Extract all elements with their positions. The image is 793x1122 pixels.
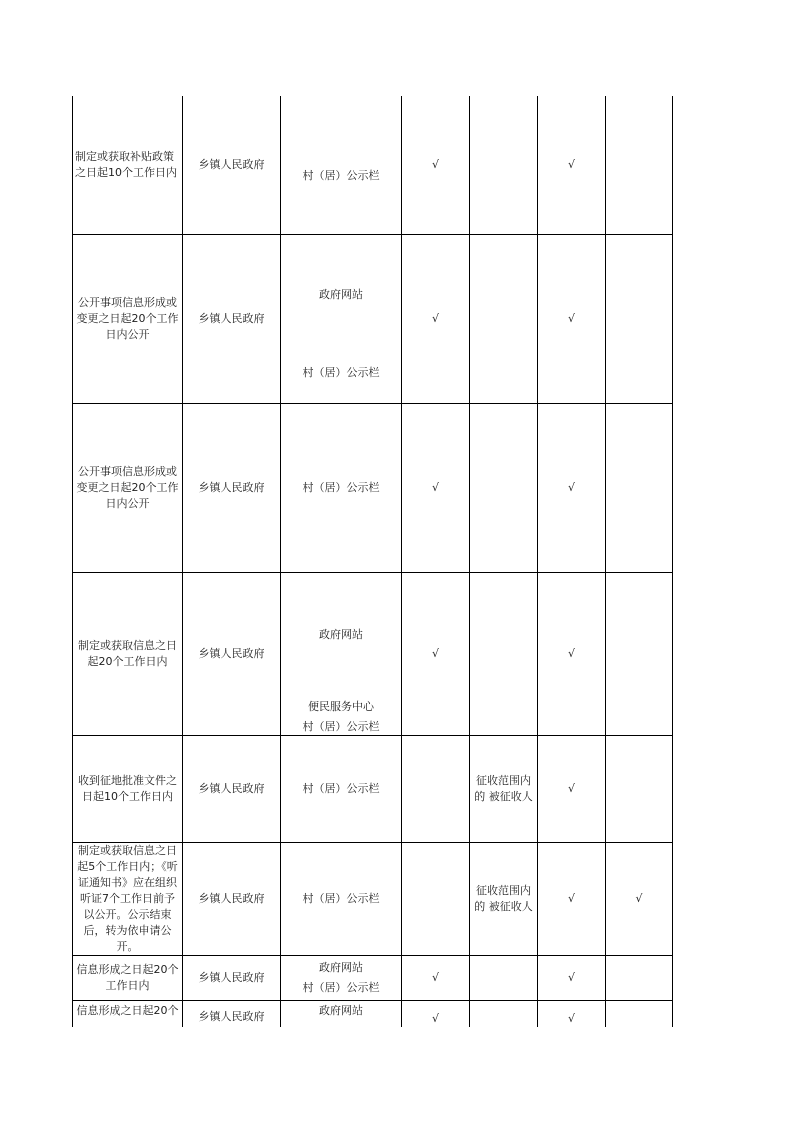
- check-cell: √: [402, 234, 470, 403]
- check-cell: √: [402, 96, 470, 234]
- check-cell: √: [538, 1000, 606, 1027]
- table-row: [73, 842, 673, 955]
- timeframe-cell: 制定或获取信息之日起5个工作日内；《听证通知书》应在组织听证7个工作日前予以公开。公示结束后，转为依申请公开。: [73, 842, 183, 955]
- channel-cell: [281, 842, 402, 955]
- channel-cell: [281, 96, 402, 234]
- check-cell: √: [538, 955, 606, 1000]
- channel-cell: [281, 234, 402, 403]
- channel-item: 村（居）公示栏: [302, 480, 380, 494]
- subject-cell: 乡镇人民政府: [183, 735, 281, 842]
- subject-cell: 乡镇人民政府: [183, 842, 281, 955]
- check-cell: √: [402, 572, 470, 735]
- disclosure-table: [72, 96, 673, 1027]
- table-row: [73, 96, 673, 234]
- channel-item: 便民服务中心: [308, 699, 374, 713]
- check-cell: √: [402, 403, 470, 572]
- channel-item: 政府网站: [319, 1003, 363, 1017]
- table-row: [73, 1000, 673, 1027]
- channel-item: 村（居）公示栏: [302, 719, 380, 733]
- target-cell: [470, 96, 538, 234]
- channel-item: 政府网站: [319, 960, 363, 974]
- check-cell: [606, 735, 673, 842]
- timeframe-cell: 信息形成之日起20个工作日内: [73, 955, 183, 1000]
- channel-cell: [281, 1000, 402, 1027]
- check-cell: [402, 735, 470, 842]
- subject-cell: 乡镇人民政府: [183, 96, 281, 234]
- check-cell: √: [538, 572, 606, 735]
- check-cell: √: [538, 842, 606, 955]
- subject-cell: 乡镇人民政府: [183, 955, 281, 1000]
- channel-item: 村（居）公示栏: [302, 891, 380, 905]
- channel-cell: [281, 403, 402, 572]
- check-cell: √: [402, 1000, 470, 1027]
- target-cell: 征收范围内的 被征收人: [470, 735, 538, 842]
- channel-cell: [281, 735, 402, 842]
- channel-item: 政府网站: [319, 287, 363, 301]
- target-cell: [470, 572, 538, 735]
- table-row: [73, 403, 673, 572]
- check-cell: [606, 572, 673, 735]
- table-row: [73, 955, 673, 1000]
- check-cell: √: [538, 735, 606, 842]
- subject-cell: 乡镇人民政府: [183, 1000, 281, 1027]
- target-cell: [470, 403, 538, 572]
- timeframe-cell: 收到征地批准文件之日起10个工作日内: [73, 735, 183, 842]
- timeframe-cell: 信息形成之日起20个: [73, 1000, 183, 1027]
- target-cell: 征收范围内的 被征收人: [470, 842, 538, 955]
- timeframe-cell: 制定或获取信息之日起20个工作日内: [73, 572, 183, 735]
- check-cell: [606, 96, 673, 234]
- check-cell: [606, 1000, 673, 1027]
- target-cell: [470, 955, 538, 1000]
- channel-cell: [281, 572, 402, 735]
- check-cell: √: [606, 842, 673, 955]
- subject-cell: 乡镇人民政府: [183, 234, 281, 403]
- check-cell: [402, 842, 470, 955]
- check-cell: [606, 234, 673, 403]
- subject-cell: 乡镇人民政府: [183, 572, 281, 735]
- channel-cell: [281, 955, 402, 1000]
- check-cell: [606, 403, 673, 572]
- check-cell: √: [538, 96, 606, 234]
- target-cell: [470, 1000, 538, 1027]
- check-cell: √: [538, 234, 606, 403]
- timeframe-cell: 公开事项信息形成或变更之日起20个工作日内公开: [73, 403, 183, 572]
- channel-item: 政府网站: [319, 627, 363, 641]
- table-row: [73, 234, 673, 403]
- subject-cell: 乡镇人民政府: [183, 403, 281, 572]
- channel-item: 村（居）公示栏: [302, 980, 380, 994]
- timeframe-cell: 公开事项信息形成或变更之日起20个工作日内公开: [73, 234, 183, 403]
- channel-item: 村（居）公示栏: [302, 781, 380, 795]
- table-row: [73, 735, 673, 842]
- check-cell: [606, 955, 673, 1000]
- table-row: [73, 572, 673, 735]
- timeframe-cell: 制定或获取补贴政策之日起10个工作日内: [73, 96, 183, 234]
- target-cell: [470, 234, 538, 403]
- channel-item: 村（居）公示栏: [302, 168, 380, 182]
- check-cell: √: [402, 955, 470, 1000]
- channel-item: 村（居）公示栏: [302, 365, 380, 379]
- check-cell: √: [538, 403, 606, 572]
